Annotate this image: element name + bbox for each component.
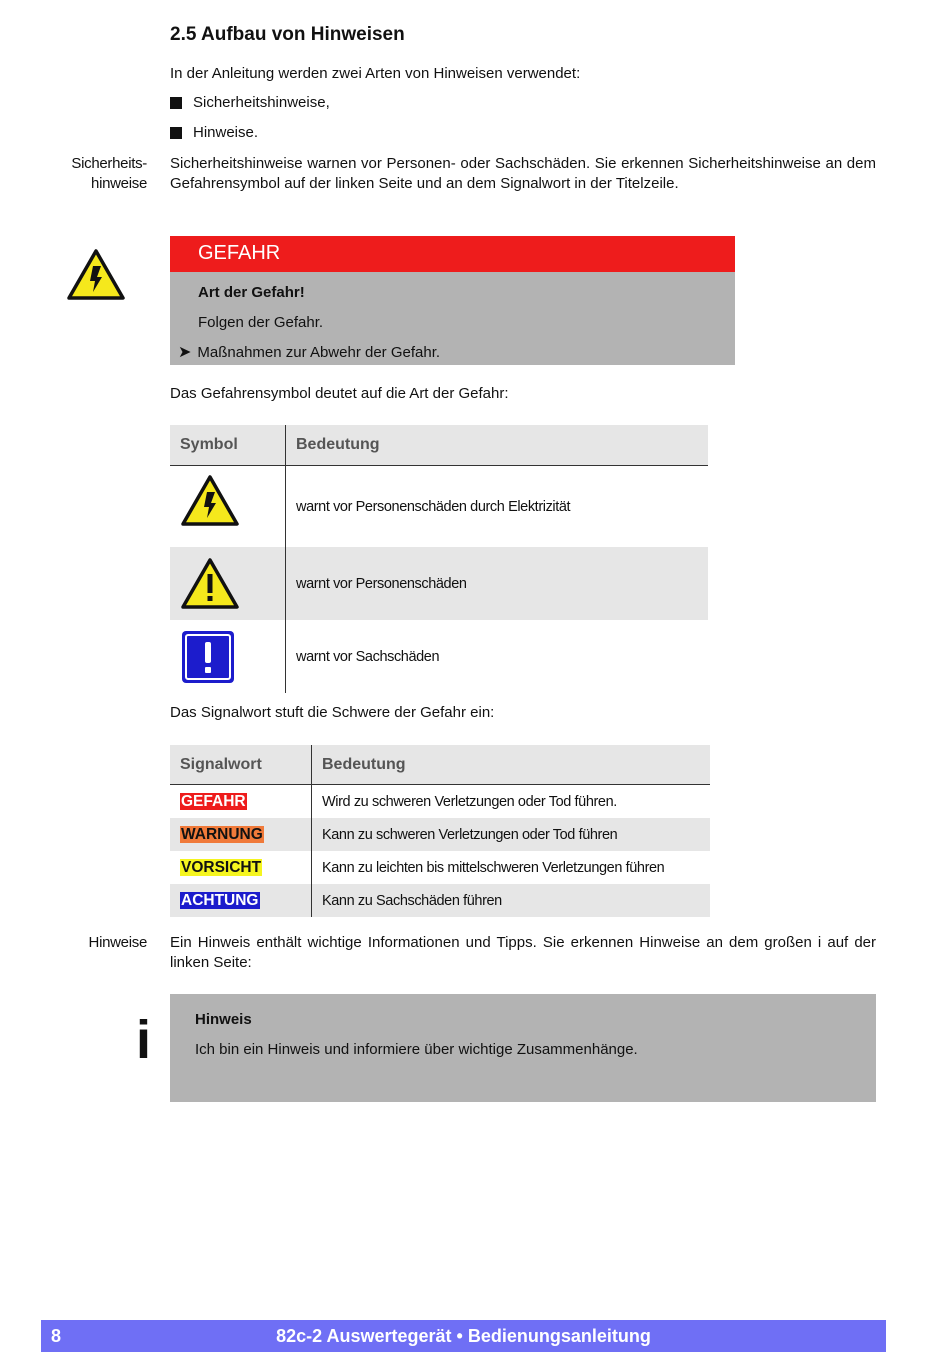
table-row [170,620,708,693]
signal-meaning: Wird zu schweren Verletzungen oder Tod führen. [322,793,617,810]
bullet-square-icon [170,127,182,139]
electric-hazard-icon [180,474,240,528]
signal-word-warnung: WARNUNG [181,825,263,843]
danger-type: Art der Gefahr! [198,284,305,301]
bullet-square-icon [170,97,182,109]
signal-intro: Das Signalwort stuft die Schwere der Gefahr ein: [170,704,495,721]
section-heading: 2.5 Aufbau von Hinweisen [170,24,405,45]
symbol-meaning: warnt vor Personenschäden durch Elektrizität [296,498,571,515]
note-box [170,994,876,1102]
electric-hazard-icon [66,248,126,302]
signal-word-vorsicht: VORSICHT [181,858,262,876]
symbol-intro: Das Gefahrensymbol deutet auf die Art der Gefahr: [170,385,509,402]
margin-label-safety: Sicherheits- hinweise [71,155,147,192]
safety-text: Sicherheitshinweise warnen vor Personen- oder Sachschäden. Sie erkennen Sicherheitshinweise an dem Gefahrensymbol auf der linken Seite und an dem Signalwort in der Titelzeile. [170,155,876,192]
margin-label-hints: Hinweise [88,934,147,951]
signal-word-gefahr: GEFAHR [181,792,246,810]
danger-consequence: Folgen der Gefahr. [198,314,324,331]
table-header: Bedeutung [286,425,709,466]
intro-text: In der Anleitung werden zwei Arten von Hinweisen verwendet: [170,65,581,82]
table-row [170,547,708,620]
property-damage-icon [180,629,236,685]
signal-meaning: Kann zu leichten bis mittelschweren Verletzungen führen [322,859,665,876]
signal-word-achtung: ACHTUNG [181,891,259,909]
symbol-meaning: warnt vor Personenschäden [286,547,709,620]
bullet-label: Hinweise. [193,124,259,141]
bullet-item [170,124,258,141]
signal-table [170,745,710,917]
danger-header: GEFAHR [170,236,735,272]
arrow-right-icon: ➤ [178,344,192,361]
page-number: 8 [51,1326,62,1346]
info-icon: i [136,1010,152,1070]
hints-text: Ein Hinweis enthält wichtige Informationen und Tipps. Sie erkennen Hinweise an dem großen i auf der linken Seite: [170,934,876,971]
table-row [170,466,708,548]
table-header: Bedeutung [312,745,711,785]
danger-box [170,236,735,365]
page-footer [41,1320,886,1352]
footer-title: 82c-2 Auswertegerät • Bedienungsanleitung [276,1326,651,1346]
symbol-meaning: warnt vor Sachschäden [296,648,440,665]
bullet-label: Sicherheitshinweise, [193,94,330,111]
symbol-table [170,425,708,693]
table-row [170,785,710,819]
general-warning-icon [180,557,240,611]
signal-meaning: Kann zu schweren Verletzungen oder Tod führen [312,818,711,851]
danger-measure: ➤ Maßnahmen zur Abwehr der Gefahr. [178,338,735,368]
bullet-item [170,94,330,111]
table-row [170,818,710,851]
table-row [170,851,710,884]
note-text: Ich bin ein Hinweis und informiere über wichtige Zusammenhänge. [195,1041,638,1058]
table-header: Symbol [170,425,286,466]
note-title: Hinweis [195,1011,252,1028]
signal-meaning: Kann zu Sachschäden führen [312,884,711,917]
table-header: Signalwort [170,745,312,785]
table-row [170,884,710,917]
